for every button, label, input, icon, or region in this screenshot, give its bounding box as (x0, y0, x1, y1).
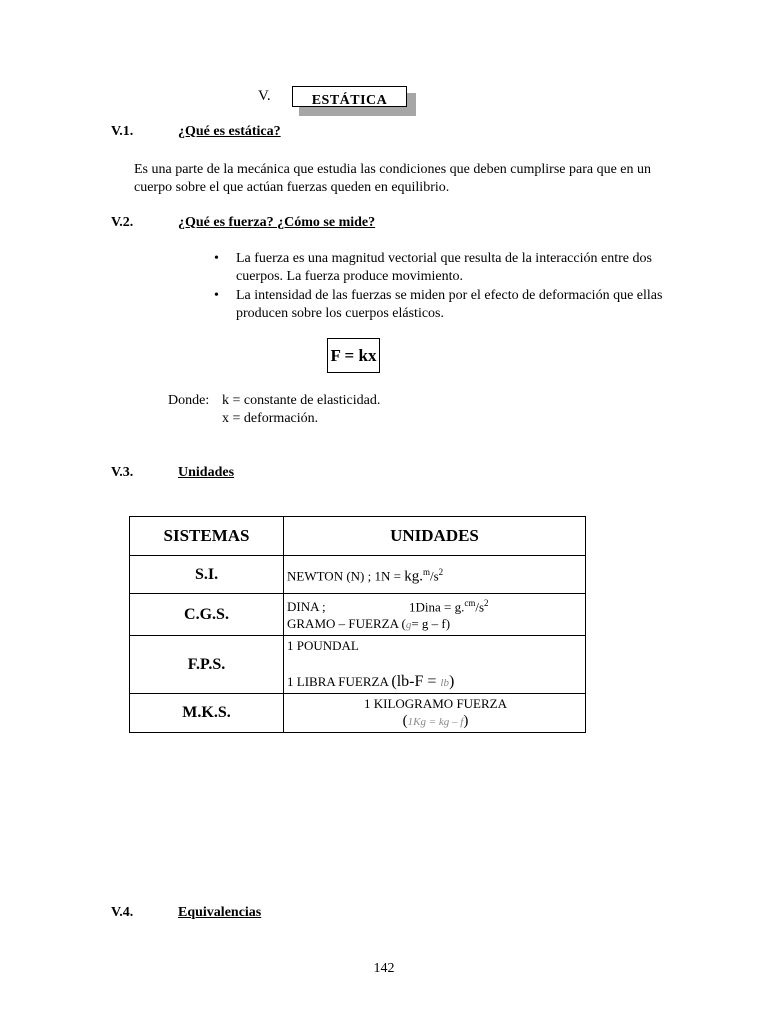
cgs-dina-eq: 1Dina = g. (409, 599, 465, 615)
fps-line-2-post: ) (448, 673, 455, 691)
section-number: V.3. (111, 465, 134, 480)
mks-symbol: 1Kg = kg – f (407, 716, 464, 729)
section-title: Equivalencias (178, 905, 262, 920)
si-kg: kg. (404, 568, 423, 585)
header-unidades: UNIDADES (284, 517, 586, 556)
header-sistemas: SISTEMAS (130, 517, 284, 556)
si-tail: /s (429, 568, 439, 584)
fps-line-2-pre: 1 LIBRA FUERZA (287, 674, 392, 690)
table-header-row (130, 517, 586, 556)
section-number: V.4. (111, 905, 134, 920)
paragraph-line: cuerpo sobre el que actúan fuerzas queden en equilibrio. (134, 180, 450, 195)
system-cgs: C.G.S. (130, 594, 284, 636)
si-sup: m (422, 566, 430, 577)
table-row (130, 594, 586, 636)
si-exp: 2 (438, 566, 444, 577)
donde-label: Donde: (168, 393, 210, 408)
si-text: NEWTON (N) ; 1N = (287, 568, 405, 584)
mks-line-1: 1 KILOGRAMO FUERZA (364, 696, 507, 712)
definitions (222, 392, 380, 428)
cgs-exp: 2 (484, 598, 489, 608)
cgs-tail: /s (475, 599, 485, 615)
bullet-line: La fuerza es una magnitud vectorial que resulta de la interacción entre dos (236, 251, 652, 266)
bullet-icon: • (214, 288, 219, 303)
cgs-dina: DINA ; (287, 599, 326, 615)
paragraph-line: Es una parte de la mecánica que estudia las condiciones que deben cumplirse para que en un (134, 162, 652, 177)
cgs-gramo-symbol: g (405, 619, 412, 632)
cgs-gramo-pre: GRAMO – FUERZA ( (287, 616, 406, 632)
cgs-sup: cm (464, 598, 476, 608)
cgs-line-2 (287, 615, 584, 634)
section-1-paragraph (134, 161, 734, 197)
mks-line-2 (287, 712, 584, 731)
units-table (129, 516, 586, 733)
table-row (130, 556, 586, 594)
cgs-line-1 (287, 595, 584, 615)
section-number: V.2. (111, 215, 134, 230)
bullet-list (212, 250, 702, 324)
mks-open: ( (402, 713, 408, 730)
section-title: Unidades (178, 465, 235, 480)
definition-x: x = deformación. (222, 411, 319, 426)
units-fps (284, 636, 586, 694)
units-mks (284, 694, 586, 733)
bullet-item (212, 287, 702, 323)
section-title: ¿Qué es fuerza? ¿Cómo se mide? (178, 215, 376, 230)
table-row (130, 694, 586, 733)
units-cgs (284, 594, 586, 636)
chapter-title: ESTÁTICA (292, 86, 407, 107)
cgs-gramo-post: = g – f) (411, 616, 451, 632)
fps-lb-symbol: lb (440, 677, 449, 690)
section-number: V.1. (111, 124, 134, 139)
system-mks: M.K.S. (130, 694, 284, 733)
page-number: 142 (373, 961, 395, 976)
units-si (284, 556, 586, 594)
mks-close: ) (463, 713, 469, 730)
bullet-line: producen sobre los cuerpos elásticos. (236, 306, 444, 321)
system-fps: F.P.S. (130, 636, 284, 694)
definition-k: k = constante de elasticidad. (222, 393, 381, 408)
fps-line-2 (287, 673, 584, 692)
table-row (130, 636, 586, 694)
chapter-number: V. (258, 88, 271, 104)
formula-box: F = kx (327, 338, 380, 373)
bullet-line: La intensidad de las fuerzas se miden por el efecto de deformación que ellas (236, 288, 663, 303)
bullet-line: cuerpos. La fuerza produce movimiento. (236, 269, 464, 284)
fps-line-1: 1 POUNDAL (287, 638, 359, 654)
section-title: ¿Qué es estática? (178, 124, 281, 139)
fps-line-2-big: (lb-F = (391, 673, 441, 691)
bullet-icon: • (214, 251, 219, 266)
bullet-item (212, 250, 702, 286)
system-si: S.I. (130, 556, 284, 594)
